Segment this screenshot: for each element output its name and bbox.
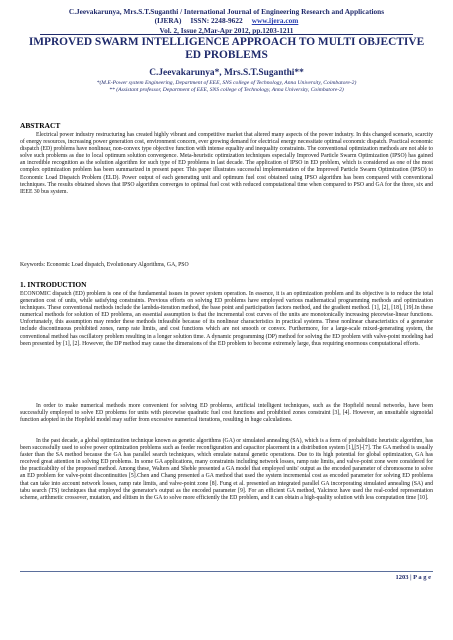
journal-citation-line: C.Jeevakarunya, Mrs.S.T.Suganthi / International Journal of Engineering Research and Applications [68,7,385,16]
keywords: Keywords: Economic Load dispatch, Evolutionary Algorithms, GA, PSO [20,262,189,268]
journal-website-link[interactable]: www.ijera.com [251,16,299,26]
journal-header [20,7,433,35]
journal-volume-line: Vol. 2, Issue 2,Mar-Apr 2012, pp.1203-1211 [159,25,294,35]
introduction-paragraph-2: In order to make numerical methods more convenient for solving ED problems, artificial intelligent techniques, such as the Hopfield neural networks, have been successfully employed to solve ED problems for units with piecewise quadratic fuel cost functions and prohibited zones constraint [3], [4]. However, an unsuitable sigmoidal function adopted in the Hopfield model may suffer from excessive numerical iterations, resulting in huge calculations. [20,403,433,424]
footer-divider [20,571,433,572]
author-affiliation-1: *(M.E-Power system Engineering, Department of EEE, SNS college of Technology, Anna University, Coimbatore-2) [96,80,357,86]
journal-abbrev: (IJERA) [154,16,182,26]
abstract-heading: ABSTRACT [20,121,61,130]
journal-issn: ISSN: 2248-9622 [190,16,243,26]
paper-title: IMPROVED SWARM INTELLIGENCE APPROACH TO MULTI OBJECTIVE ED PROBLEMS [28,36,425,61]
paper-authors: C.Jeevakarunya*, Mrs.S.T.Suganthi** [149,68,304,78]
abstract-text: Electrical power industry restructuring has created highly vibrant and competitive market that altered many aspects of the power industry. In this changed scenario, scarcity of energy resources, increasing power generation cost, environment concern, ever growing demand for electrical energy necessitate optimal economic dispatch. Practical economic dispatch (ED) problems have nonlinear, non-convex type objective function with intense equality and inequality constraints. The conventional optimization methods are not able to solve such problems as due to local optimum solution convergence. Meta-heuristic optimization techniques especially Improved Particle Swarm Optimization (IPSO) has gained an incredible recognition as the solution algorithm for such type of ED problems in last decade. The application of IPSO in ED problem, which is considered as one of the most complex optimization problem has been summarized in present paper. This paper illustrates successful implementation of the Improved Particle Swarm Optimization (IPSO) to Economic Load Dispatch Problem (ELD). Power output of each generating unit and optimum fuel cost obtained using IPSO algorithm has been compared with conventional techniques. The results obtained shows that IPSO algorithm converges to optimal fuel cost with reduced computational time when compared to PSO and GA for the three, six and IEEE 30 bus system. [20,132,433,195]
introduction-paragraph-1: ECONOMIC dispatch (ED) problem is one of the fundamental issues in power system operation. In essence, it is an optimization problem and its objective is to reduce the total generation cost of units, while satisfying constraints. Previous efforts on solving ED problems have employed various mathematical programming methods and optimization techniques. These conventional methods include the lambda-iteration method, the base point and participation factors method, and the gradient method. [1], [2], [18], [19].In these numerical methods for solution of ED problems, an essential assumption is that the incremental cost curves of the units are monotonically increasing piecewise-linear functions. Unfortunately, this assumption may render these methods infeasible because of its nonlinear characteristics in practical systems. These nonlinear characteristics of a generator include discontinuous prohibited zones, ramp rate limits, and cost functions which are not smooth or convex. Furthermore, for a large-scale mixed-generating system, the conventional method has oscillatory problem resulting in a longer solution time. A dynamic programming (DP) method for solving the ED problem with valve-point modeling had been presented by [1], [2]. However, the DP method may cause the dimensions of the ED problem to become extremely large, thus requiring enormous computational efforts. [20,291,433,347]
page-number: 1203 | P a g e [395,574,431,581]
author-affiliation-2: ** (Assistant professor, Department of EEE, SNS college of Technology, Anna University, Coimbatore-2) [109,87,344,93]
introduction-heading: 1. INTRODUCTION [20,280,87,289]
header-divider [40,34,413,35]
journal-issn-line [20,16,433,25]
introduction-paragraph-3: In the past decade, a global optimization technique known as genetic algorithms (GA) or simulated annealing (SA), which is a form of probabilistic heuristic algorithm, has been successfully used to solve power optimization problems such as feeder reconfiguration and capacitor placement in a distribution system [1],[5]-[7]. The GA method is usually faster than the SA method because the GA has parallel search techniques, which emulate natural genetic operations. Due to its high potential for global optimization, GA has received great attention in solving ED problems. In some GA applications, many constraints including network losses, ramp rate limits, and valve-point zone were considered for the practicability of the proposed method. Among these, Walters and Sheble presented a GA model that employed units' output as the encoded parameter of chromosome to solve an ED problem for valve-point discontinuities [5].Chen and Chang presented a GA method that used the system incremental cost as encoded parameter for solving ED problems that can take into account network losses, ramp rate limits, and valve-point zone [8]. Fung et al. presented an integrated parallel GA incorporating simulated annealing (SA) and tabu search (TS) techniques that employed the generator's output as the encoded parameter [9]. For an efficient GA method, Yalcinoz have used the real-coded representation scheme, arithmetic crossover, mutation, and elitism in the GA to solve more efficiently the ED problem, and it can obtain a high-quality solution with less computation time [10]. [20,438,433,501]
